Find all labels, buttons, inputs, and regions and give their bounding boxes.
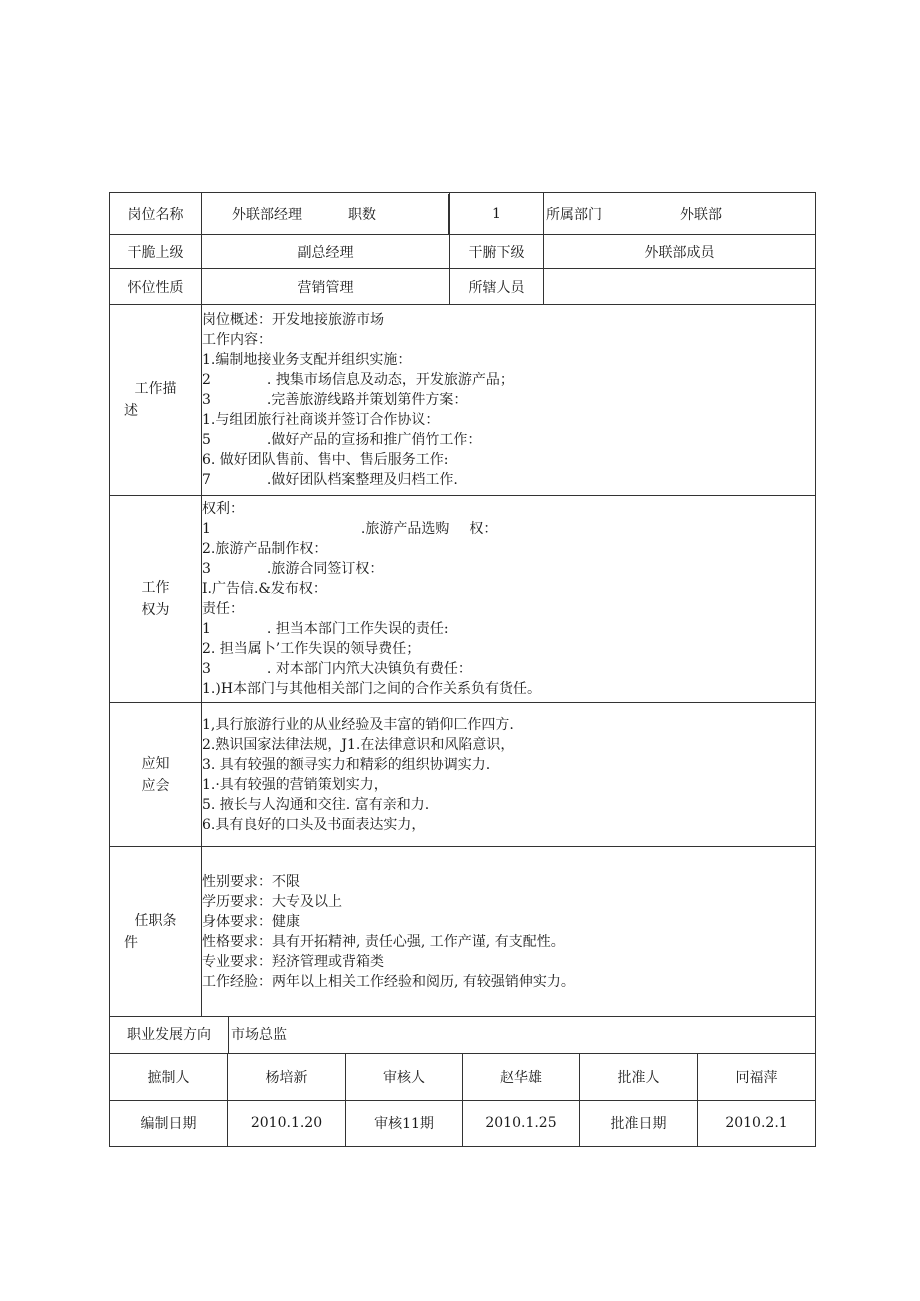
duty-4: 1.)H本部门与其他相关部门之间的合作关系负有货任。 [202,681,542,697]
rights-title: 权利： [202,501,244,517]
requirements-content [202,847,816,1017]
work-desc-line: 6. 做好团队售前、售中、售后服务工作: [202,452,449,468]
work-desc-line: 2 . 拽集市场信息及动态，开发旅游产品； [202,372,514,388]
career-label: 职业发展方向 [110,1017,229,1053]
dept-value: 外联部 [680,206,722,223]
requirement-line: 性格要求：具有开拓精神, 责任心强, 工作产谨, 有支配性。 [202,933,565,950]
subordinate-label: 干腑下级 [450,235,544,269]
staff-label: 所辖人员 [450,269,544,305]
row-superior [110,235,816,269]
career-value: 市场总监 [231,1027,287,1043]
superior-label: 干脆上级 [110,235,202,269]
post-name-cell [202,193,450,235]
approver-label: 批准人 [580,1054,698,1100]
approval-row-names [110,1054,816,1100]
job-description-form [109,192,815,1147]
career-cell [110,1017,816,1054]
work-desc-line: 5 .做好产品的宣扬和推广俏竹工作： [202,432,482,448]
requirement-line: 专业要求：羟济管理或背箱类 [202,953,384,970]
count-value: 1 [450,193,544,235]
knowledge-content [202,703,816,847]
row-requirements [110,847,816,1017]
dept-label: 所属部门 [546,206,602,223]
knowledge-line: 6.具有良好的口头及书面表达实力， [202,816,426,833]
work-desc-line: 1.与组团旅行社商谈并签订合作协议： [202,412,440,428]
row-nature [110,269,816,305]
dept-cell [544,193,816,235]
work-desc-content [202,305,816,496]
knowledge-line: 1.·具有较强的营销策划实力， [202,776,388,793]
staff-value [544,269,816,305]
subordinate-value: 外联部成员 [544,235,816,269]
knowledge-line: 2.熟识国家法律法规，J1.在法律意识和风陷意识， [202,736,515,753]
work-rights-content [202,496,816,703]
duty-title: 责任： [202,601,244,617]
author-date-label: 编制日期 [110,1100,228,1146]
count-label: 职数 [348,206,376,223]
nature-label: 怀位性质 [110,269,202,305]
review-date-value: 2010.1.25 [463,1100,580,1146]
knowledge-line: 3. 具有较强的额寻实力和精彩的组织协调实力. [202,756,491,773]
duty-1: 1 . 担当本部门工作失误的责任: [202,621,449,637]
row-work-description [110,305,816,496]
reviewer-label: 审核人 [346,1054,463,1100]
work-desc-line: 1.编制地接业务支配并组织实施： [202,352,412,368]
row-knowledge [110,703,816,847]
right-3: 3 .旅游合同签订权： [202,561,384,577]
approval-table [109,1054,816,1147]
work-desc-line: 工作内容： [202,332,272,348]
post-name-value: 外联部经理 [232,206,302,223]
requirement-line: 学历要求：大专及以上 [202,893,342,910]
knowledge-line: 5. 掖长与人沟通和交往. 富有亲和力. [202,796,430,813]
approval-row-dates [110,1100,816,1146]
nature-value: 营销管理 [202,269,450,305]
row-work-rights [110,496,816,703]
work-desc-line: 岗位概述：开发地接旅游市场 [202,312,384,328]
knowledge-line: 1,具行旅游行业的从业经验及丰富的销仰匚作四方. [202,716,514,733]
work-desc-line: 3 .完善旅游线路并策划第件方案： [202,392,468,408]
row-career [110,1017,816,1054]
requirement-line: 性别要求：不限 [202,873,300,890]
reviewer-value: 赵华雄 [463,1054,580,1100]
approve-date-value: 2010.2.1 [698,1100,816,1146]
author-label: 摭制人 [110,1054,228,1100]
work-desc-label: 工作描 述 [110,305,202,496]
requirement-line: 身体要求：健康 [202,913,300,930]
right-4: I.广告信.&发布权： [202,581,327,597]
requirement-line: 工作经脸：两年以上相关工作经验和阅历, 有较强销伸实力。 [202,973,575,990]
duty-2: 2. 担当属卜’工作失误的领导费任； [202,641,421,657]
post-name-label: 岗位名称 [110,193,202,235]
approver-value: 冋福萍 [698,1054,816,1100]
row-post-name [110,193,816,235]
work-desc-line: 7 .做好团队档案整理及归档工作. [202,472,458,488]
main-table [109,192,816,1054]
requirements-label: 任职条 件 [110,847,202,1017]
right-2: 2.旅游产品制作权： [202,541,328,557]
superior-value: 副总经理 [202,235,450,269]
right-1: 1 .旅游产品选购 权： [202,521,498,537]
duty-3: 3 . 对本部门内笊大决镇负有费任： [202,661,472,677]
approve-date-label: 批准日期 [580,1100,698,1146]
work-rights-label: 工作 权为 [110,496,202,703]
knowledge-label: 应知 应会 [110,703,202,847]
review-date-label: 审核11期 [346,1100,463,1146]
author-value: 杨培新 [228,1054,346,1100]
author-date-value: 2010.1.20 [228,1100,346,1146]
